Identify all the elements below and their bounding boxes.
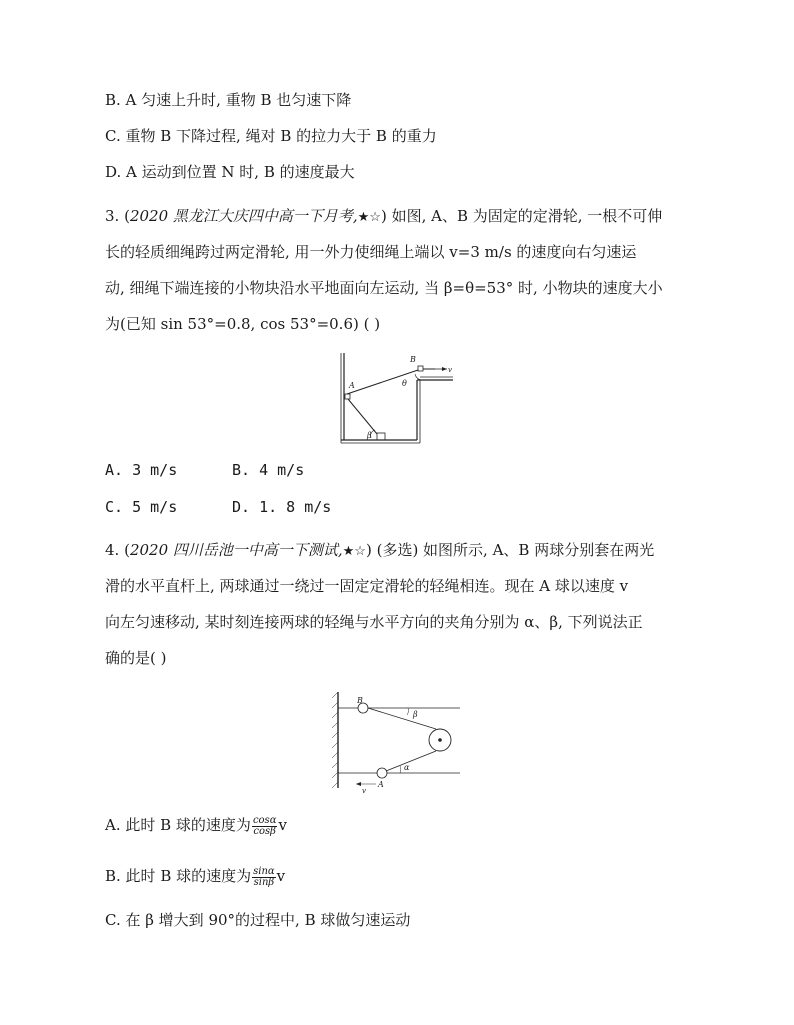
q4-option-c: C. 在 β 增大到 90°的过程中, B 球做匀速运动 — [105, 911, 411, 929]
label-b: B — [410, 355, 416, 364]
q4-pulley-figure — [328, 688, 463, 796]
label-b: B — [357, 696, 363, 705]
label-v: v — [362, 787, 366, 795]
label-a: A — [378, 780, 384, 789]
q4-option-a — [105, 815, 287, 837]
fraction-numerator: cosα — [252, 814, 277, 826]
difficulty-stars-icon: ★☆ — [342, 544, 366, 559]
fraction-numerator: sinα — [253, 865, 275, 877]
q3-option-c: C. 5 m/s — [105, 498, 178, 516]
q4-number: 4. ( — [105, 541, 130, 559]
q3-option-d: D. 1. 8 m/s — [232, 498, 332, 516]
q4-source: 2020 四川岳池一中高一下测试, — [129, 541, 343, 559]
q3-option-b: B. 4 m/s — [232, 461, 305, 479]
q3-line-2: 长的轻质细绳跨过两定滑轮, 用一外力使细绳上端以 v=3 m/s 的速度向右匀速运 — [105, 243, 637, 261]
q4-line-1 — [105, 540, 654, 562]
option-b-prev: B. A 匀速上升时, 重物 B 也匀速下降 — [105, 91, 352, 109]
q4-option-b-text: B. 此时 B 球的速度为 — [105, 867, 252, 885]
fraction-denominator: sinβ — [253, 876, 275, 888]
q3-option-a: A. 3 m/s — [105, 461, 178, 479]
fraction — [252, 867, 276, 888]
q4-option-b — [105, 866, 285, 888]
q3-line-3: 动, 细绳下端连接的小物块沿水平地面向左运动, 当 β=θ=53° 时, 小物块的速度大小 — [105, 279, 663, 297]
option-d-prev: D. A 运动到位置 N 时, B 的速度最大 — [105, 163, 355, 181]
q4-option-a-text: A. 此时 B 球的速度为 — [105, 816, 251, 834]
q4-option-b-suffix: v — [276, 867, 286, 885]
option-c-prev: C. 重物 B 下降过程, 绳对 B 的拉力大于 B 的重力 — [105, 127, 437, 145]
label-v: v — [448, 366, 452, 374]
difficulty-stars-icon: ★☆ — [357, 210, 381, 225]
q3-source: 2020 黑龙江大庆四中高一下月考, — [129, 207, 358, 225]
q3-pulley-figure — [335, 350, 460, 445]
q3-line-4: 为(已知 sin 53°=0.8, cos 53°=0.6) ( ) — [105, 315, 381, 333]
q4-line-4: 确的是( ) — [105, 649, 167, 667]
fraction-denominator: cosβ — [253, 825, 276, 837]
q4-line-3: 向左匀速移动, 某时刻连接两球的轻绳与水平方向的夹角分别为 α、β, 下列说法正 — [105, 613, 643, 631]
label-alpha: α — [404, 763, 410, 772]
q4-option-a-suffix: v — [278, 816, 287, 834]
label-a: A — [349, 381, 355, 390]
label-theta: θ — [402, 379, 407, 388]
q4-line-2: 滑的水平直杆上, 两球通过一绕过一固定定滑轮的轻绳相连。现在 A 球以速度 v — [105, 577, 629, 595]
label-beta: β — [413, 710, 418, 719]
fraction — [252, 816, 278, 837]
label-beta: β — [367, 431, 372, 440]
q3-number: 3. ( — [105, 207, 130, 225]
q3-text: ) 如图, A、B 为固定的定滑轮, 一根不可伸 — [380, 207, 663, 225]
q4-text: ) (多选) 如图所示, A、B 两球分别套在两光 — [365, 541, 655, 559]
q3-line-1 — [105, 206, 662, 228]
